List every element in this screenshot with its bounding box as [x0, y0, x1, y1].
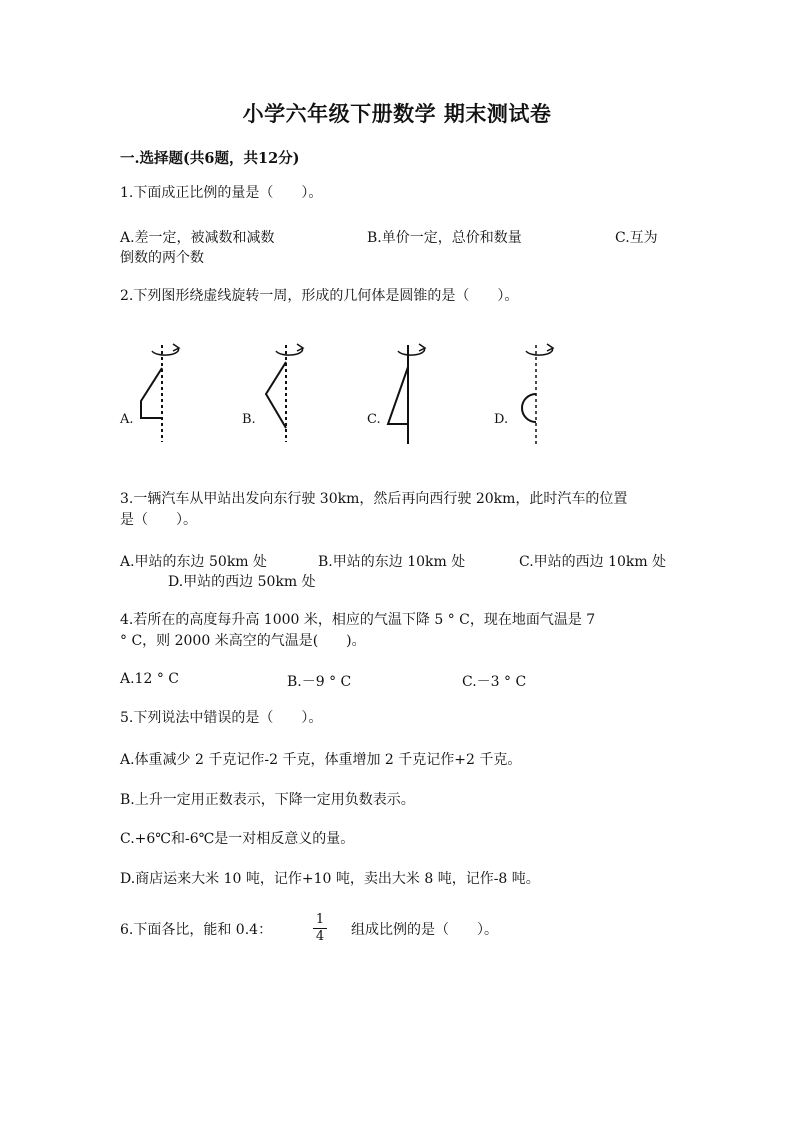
figure-b-shape: [262, 342, 312, 447]
question-1-option-c-continued: 倒数的两个数: [120, 250, 204, 266]
question-3-stem-line1: 3.一辆汽车从甲站出发向东行驶 30km，然后再向西行驶 20km，此时汽车的位置: [120, 491, 628, 507]
question-3-option-a: A.甲站的东边 50km 处: [120, 554, 268, 570]
figure-c-label: C.: [367, 412, 381, 427]
question-5-option-a: A.体重减少 2 千克记作-2 千克，体重增加 2 千克记作+2 千克。: [120, 752, 522, 768]
fraction-denominator: 4: [315, 929, 325, 944]
question-4-option-c: C.－3 ° C: [462, 674, 527, 690]
question-4-option-b: B.－9 ° C: [287, 674, 352, 690]
question-6-stem-start: 6.下面各比，能和 0.4：: [120, 922, 273, 938]
question-3-stem-line2: 是（ ）。: [120, 512, 197, 528]
question-2-stem: 2.下列图形绕虚线旋转一周，形成的几何体是圆锥的是（ ）。: [120, 288, 519, 304]
figure-b-label: B.: [242, 412, 256, 427]
question-5-option-d: D.商店运来大米 10 吨，记作+10 吨，卖出大米 8 吨，记作-8 吨。: [120, 871, 540, 887]
question-3-option-b: B.甲站的东边 10km 处: [318, 554, 466, 570]
question-4-stem-line1: 4.若所在的高度每升高 1000 米，相应的气温下降 5 ° C，现在地面气温是 7: [120, 612, 596, 628]
fraction-numerator: 1: [313, 913, 327, 929]
question-5-option-c: C.+6℃和-6℃是一对相反意义的量。: [120, 831, 355, 847]
question-3-option-c: C.甲站的西边 10km 处: [519, 554, 667, 570]
section-heading: 一.选择题(共6题，共12分): [120, 150, 300, 167]
figure-c-shape: [384, 342, 434, 447]
question-1-stem: 1.下面成正比例的量是（ ）。: [120, 185, 323, 201]
figure-d-shape: [512, 342, 562, 447]
question-5-option-b: B.上升一定用正数表示，下降一定用负数表示。: [120, 792, 415, 808]
question-4-option-a: A.12 ° C: [120, 671, 179, 687]
question-1-option-a: A.差一定，被减数和减数: [120, 230, 275, 246]
question-5-stem: 5.下列说法中错误的是（ ）。: [120, 710, 323, 726]
page-title: 小学六年级下册数学 期末测试卷: [242, 101, 552, 126]
figure-a-shape: [138, 342, 188, 447]
figure-d-label: D.: [494, 412, 509, 427]
question-1-option-b: B.单价一定，总价和数量: [367, 230, 522, 246]
question-3-option-d: D.甲站的西边 50km 处: [168, 574, 316, 590]
question-4-stem-line2: ° C，则 2000 米高空的气温是( )。: [120, 633, 366, 649]
fraction-one-quarter: [313, 913, 327, 944]
question-1-option-c: C.互为: [615, 230, 658, 246]
question-6-stem-end: 组成比例的是（ ）。: [351, 922, 498, 938]
figure-a-label: A.: [120, 412, 134, 427]
